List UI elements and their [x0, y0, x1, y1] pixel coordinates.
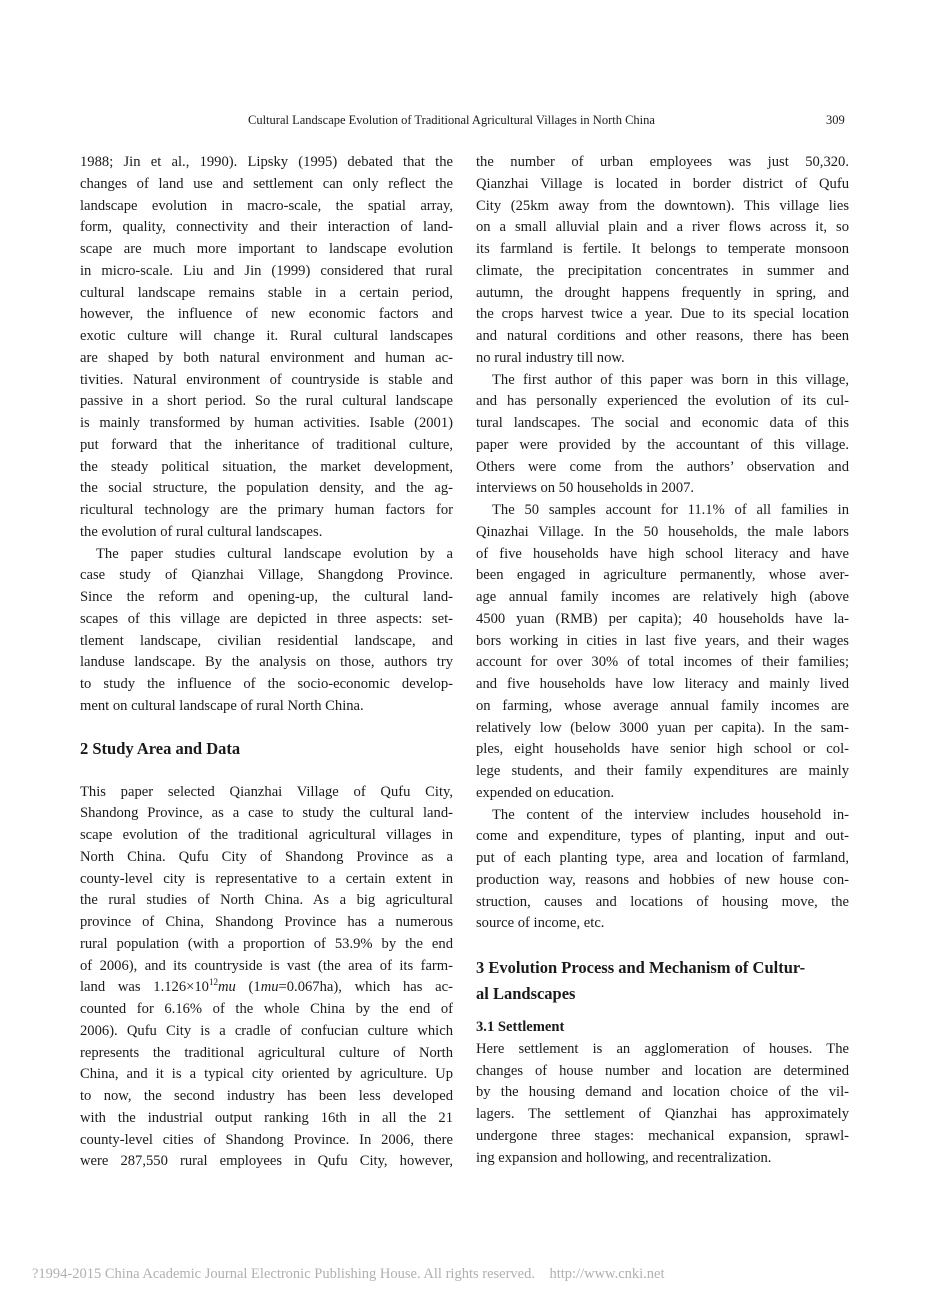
text-line: rural population (with a proportion of 53.9% by the end [80, 935, 453, 952]
copyright-footer [32, 1266, 665, 1283]
text-line: paper were provided by the accountant of this village. [476, 436, 849, 453]
page-number: 309 [826, 113, 845, 127]
text-line: tlement landscape, civilian residential landscape, and [80, 632, 453, 649]
text-line: case study of Qianzhai Village, Shangdong Province. [80, 567, 453, 584]
text-line: climate, the precipitation concentrates in summer and [476, 262, 849, 279]
text-line: no rural industry till now. [476, 349, 625, 366]
text-line: struction, causes and locations of housing move, the [476, 893, 849, 910]
text-line: 4500 yuan (RMB) per capita); 40 households have la- [476, 610, 849, 627]
text-line: form, quality, connectivity and their interaction of land- [80, 219, 453, 236]
text-line: lagers. The settlement of Qianzhai has approximately [476, 1106, 849, 1122]
footer-url-link[interactable]: http://www.cnki.net [549, 1266, 665, 1282]
text-line: counted for 6.16% of the whole China by the end of [80, 1001, 453, 1017]
text-line: in micro-scale. Liu and Jin (1999) considered that rural [80, 262, 453, 279]
text-line: with the industrial output ranking 16th in all the 21 [80, 1109, 453, 1126]
text-line: ment on cultural landscape of rural North China. [80, 697, 364, 714]
copyright-text: ?1994-2015 China Academic Journal Electronic Publishing House. All rights reserved. [32, 1266, 535, 1282]
text-line: are shaped by both natural environment and human ac- [80, 349, 453, 366]
paragraph-village-description [476, 152, 849, 370]
text-line: tivities. Natural environment of countryside is stable and [80, 371, 453, 388]
text-line: This paper selected Qianzhai Village of Qufu City, [80, 783, 453, 800]
text-line: expended on education. [476, 784, 615, 801]
text-line: and has personally experienced the evolution of its cul- [476, 393, 849, 410]
text-line: county-level city is representative to a certain extent in [80, 870, 453, 887]
paragraph-study-area [80, 782, 453, 1174]
text-line: the social structure, the population density, and the ag- [80, 480, 453, 497]
text-line: ing expansion and hollowing, and recentralization. [476, 1149, 772, 1166]
text-line: 2006). Qufu City is a cradle of confucian culture which [80, 1022, 453, 1039]
text-line: to study the influence of the socio-economic develop- [80, 676, 453, 692]
text-line: ples, eight households have senior high school or col- [476, 741, 849, 758]
text-line: come and expenditure, types of planting, input and out- [476, 828, 849, 845]
unit-mu: mu [217, 979, 236, 996]
text-line: province of China, Shandong Province has a numerous [80, 914, 453, 930]
text-line: been engaged in agriculture permanently, whose aver- [476, 567, 849, 584]
text-line: county-level cities of Shandong Province. In 2006, there [80, 1131, 453, 1148]
text-line: represents the traditional agricultural culture of North [80, 1044, 453, 1061]
text-line: ricultural technology are the primary human factors for [80, 502, 453, 518]
text-line: on farming, whose average annual family incomes are [476, 697, 849, 714]
text-line: by the housing demand and location choice of the vil- [476, 1084, 849, 1101]
text-line: on a small alluvial plain and a river flows across it, so [476, 219, 849, 236]
text-line: interviews on 50 households in 2007. [476, 480, 695, 497]
text-line: autumn, the drought happens frequently in spring, and [476, 284, 849, 301]
text-line: put of each planting type, area and location of farmland, [476, 850, 849, 866]
text-line: and natural corditions and other reasons, there has been [476, 328, 849, 344]
paragraph-samples [476, 500, 849, 805]
paragraph-data-sources [476, 370, 849, 501]
text-line: landscape evolution in macro-scale, the spatial array, [80, 197, 453, 214]
text-line: Others were come from the authors’ observation and [476, 458, 849, 475]
spacer [80, 718, 453, 738]
paragraph-literature-review [80, 152, 453, 544]
text-line: production way, reasons and hobbies of new house con- [476, 871, 849, 888]
text-line: lege students, and their family expenditures are mainly [476, 763, 849, 779]
exponent: 12 [208, 977, 218, 988]
text-line: source of income, etc. [476, 915, 605, 932]
text-line: to now, the second industry has been less developed [80, 1088, 453, 1104]
right-column [476, 152, 849, 1169]
text-line: scape are much more important to landscape evolution [80, 241, 453, 257]
text-line: the evolution of rural cultural landscapes. [80, 523, 323, 540]
text-line: Qianzhai Village is located in border district of Qufu [476, 175, 849, 192]
text-line: age annual family incomes are relatively high (above [476, 589, 849, 605]
section-heading-study-area: 2 Study Area and Data [80, 738, 241, 758]
text-line: North China. Qufu City of Shandong Province as a [80, 848, 453, 865]
text-line: The 50 samples account for 11.1% of all families in [492, 502, 849, 518]
text-line: is mainly transformed by human activities. Isable (2001) [80, 415, 453, 431]
section-heading-evolution [476, 955, 849, 1007]
text-line: put forward that the inheritance of traditional culture, [80, 436, 453, 453]
text-run: land was 1.126×10 [80, 979, 209, 996]
text-line: The paper studies cultural landscape evolution by a [96, 545, 453, 562]
text-line: cultural landscape remains stable in a certain period, [80, 284, 453, 301]
text-line: relatively low (below 3000 yuan per capita). In the sam- [476, 719, 849, 736]
heading-line: al Landscapes [476, 984, 576, 1003]
paragraph-interview-content [476, 805, 849, 936]
text-line: Qinazhai Village. In the 50 households, the male labors [476, 523, 849, 540]
text-line: 1988; Jin et al., 1990). Lipsky (1995) debated that the [80, 154, 453, 170]
text-line: of 2006), and its countryside is vast (the area of its farm- [80, 957, 453, 974]
text-line: the number of urban employees was just 50,320. [476, 154, 849, 170]
paragraph-paper-scope [80, 544, 453, 718]
text-line: passive in a short period. So the rural cultural landscape [80, 393, 453, 410]
text-line: Shandong Province, as a case to study the cultural land- [80, 805, 453, 822]
spacer [476, 935, 849, 955]
text-line: undergone three stages: mechanical expansion, sprawl- [476, 1127, 849, 1144]
text-line: and five households have low literacy and mainly lived [476, 676, 849, 692]
running-header [0, 113, 925, 131]
text-line: account for over 30% of total incomes of their families; [476, 654, 849, 671]
text-line: The content of the interview includes household in- [492, 806, 849, 823]
text-line: Here settlement is an agglomeration of houses. The [476, 1040, 849, 1057]
running-title: Cultural Landscape Evolution of Traditional Agricultural Villages in North China [248, 113, 655, 127]
text-line: scape evolution of the traditional agricultural villages in [80, 827, 453, 843]
unit-mu: mu [260, 979, 279, 996]
text-line: The first author of this paper was born in this village, [492, 371, 849, 388]
text-line: the rural studies of North China. As a big agricultural [80, 892, 453, 909]
text-line: its farmland is fertile. It belongs to temperate monsoon [476, 241, 849, 257]
subsection-heading-settlement: 3.1 Settlement [476, 1019, 565, 1035]
left-column [80, 152, 453, 1173]
text-line: tural landscapes. The social and economic data of this [476, 415, 849, 431]
text-line: changes of land use and settlement can only reflect the [80, 175, 453, 192]
text-line: bors working in cities in last five years, and their wages [476, 632, 849, 649]
text-run: =0.067ha), which has ac- [278, 979, 454, 996]
text-line: Since the reform and opening-up, the cultural land- [80, 589, 453, 605]
text-line: were 287,550 rural employees in Qufu City, however, [80, 1153, 453, 1170]
text-line: of five households have high school literacy and have [476, 545, 849, 562]
text-line: landuse landscape. By the analysis on those, authors try [80, 654, 453, 671]
text-line: changes of house number and location are determined [476, 1062, 849, 1079]
text-line: the steady political situation, the market development, [80, 458, 453, 475]
text-line: China, and it is a typical city oriented by agriculture. Up [80, 1066, 453, 1083]
text-line-farmland-area [80, 977, 453, 999]
paragraph-settlement [476, 1039, 849, 1170]
heading-line: 3 Evolution Process and Mechanism of Cultur- [476, 958, 806, 977]
text-run: (1 [235, 979, 261, 996]
text-line: the crops harvest twice a year. Due to its special location [476, 306, 849, 323]
text-line: however, the influence of new economic factors and [80, 306, 453, 323]
text-line: exotic culture will change it. Rural cultural landscapes [80, 328, 453, 344]
text-line: scapes of this village are depicted in three aspects: set- [80, 610, 453, 627]
text-line: City (25km away from the downtown). This village lies [476, 197, 849, 214]
